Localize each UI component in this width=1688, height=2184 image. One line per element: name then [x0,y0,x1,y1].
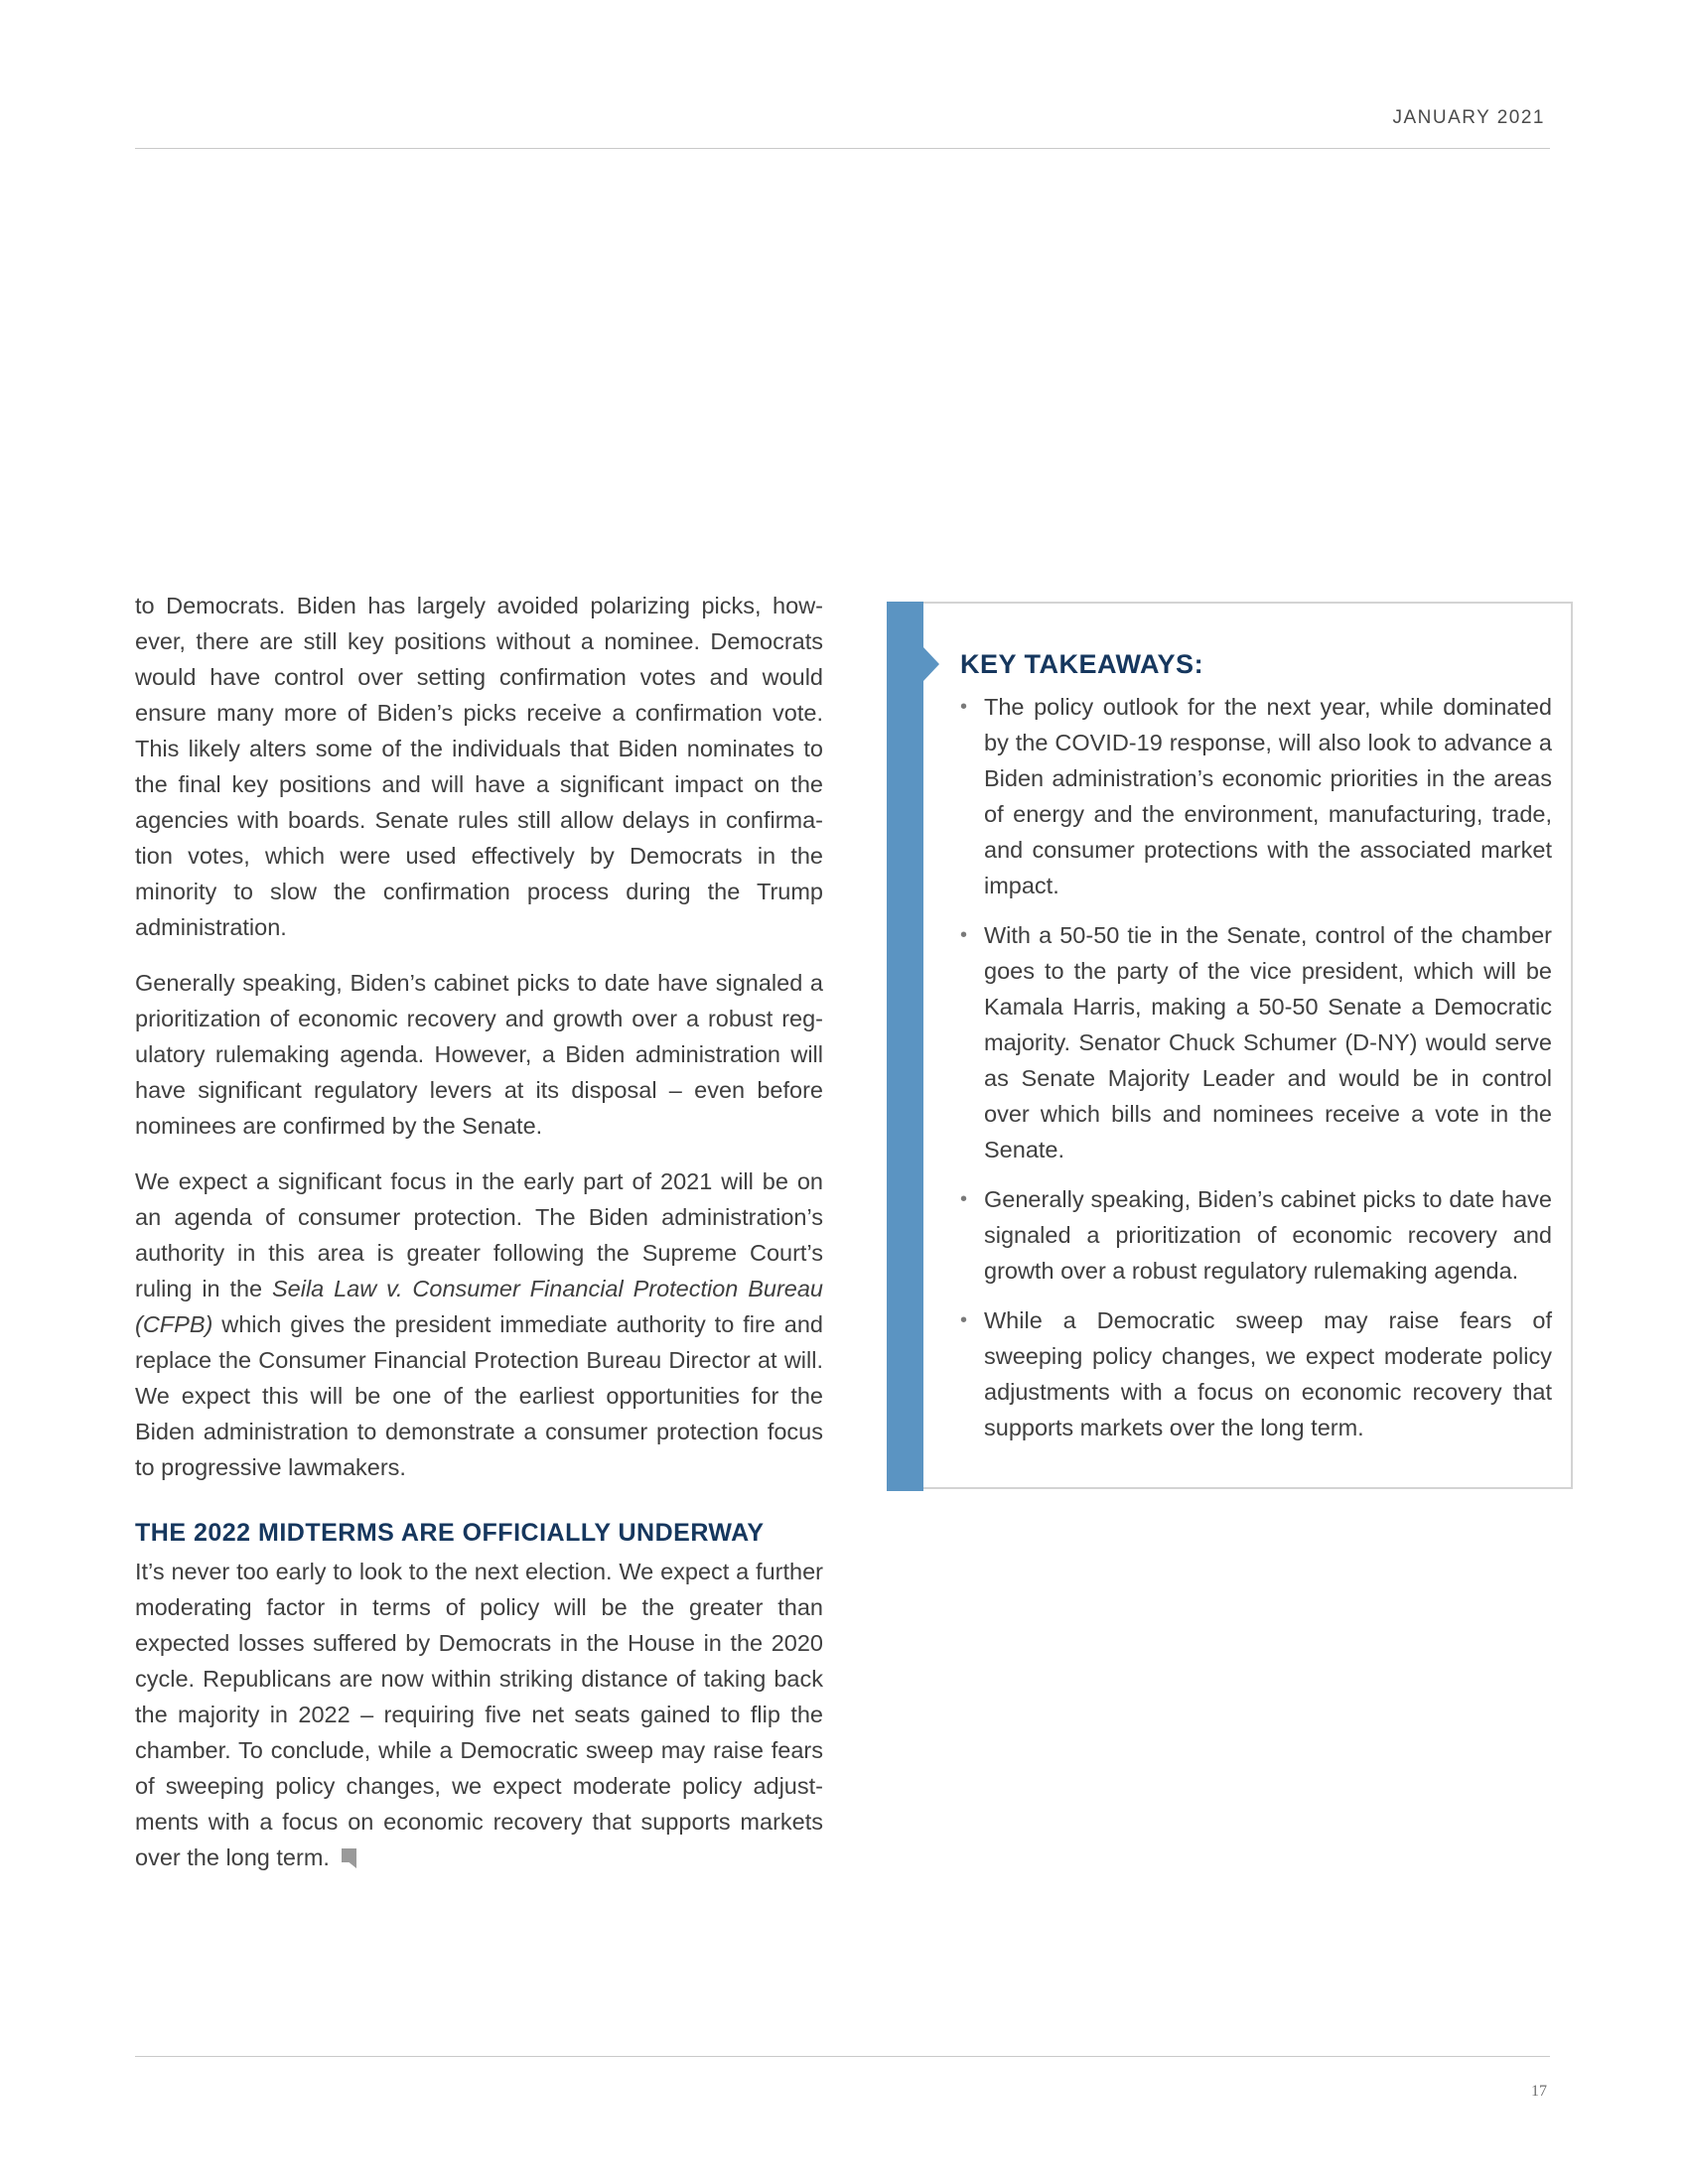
list-item [960,689,1552,903]
list-item-text: With a 50-50 tie in the Senate, control of the chamber goes to the party of the vice president, which will be Kamala Harris, making a 50-50 Senate a Democratic majority. Senator Chuck Schumer (D-NY) would serve as Senate Majority Leader and would be in control over which bills and nominees receive a vote in the Senate. [984,922,1552,1162]
consumer-text-before: We expect a significant focus in the early part of 2021 will be on an agenda of consumer protection. The Biden administration’s authority in this area is greater following the Supreme Court’s ruling in the [135,1168,823,1301]
key-takeaways-title: KEY TAKEAWAYS: [960,649,1204,679]
list-item [960,1181,1552,1289]
paragraph-cabinet-picks: Generally speaking, Biden’s cabinet picks to date have signaled a prioritization of economic recovery and growth over a robust regulatory rulemaking agenda. However, a Biden administration will have significant regulatory levers at its disposal – even before nominees are confirmed by the Senate. [135,970,823,1139]
end-of-article-icon [342,1843,356,1862]
list-item-text: The policy outlook for the next year, while dominated by the COVID-19 response, will also look to advance a Biden administration’s economic priorities in the areas of energy and the environment, manufacturing, trade, and consumer protections with the associated market impact. [984,694,1552,898]
header-divider [135,148,1550,149]
key-takeaways-box [887,602,1573,1489]
midterms-text: It’s never too early to look to the next election. We expect a further moderating factor in terms of policy will be the greater than expected losses suffered by Democrats in the House in the 2020 cycle. Republicans are now within striking distance of taking back the majority in 2022 – requiring five net seats gained to flip the chamber. To conclude, while a Democratic sweep may raise fears of sweeping policy changes, we expect moderate policy adjustments with a focus on economic recovery that supports markets over the long term. [135,1559,823,1870]
list-item-text: Generally speaking, Biden’s cabinet picks to date have signaled a prioritization of economic recovery and growth over a robust regulatory rulemaking agenda. [984,1186,1552,1284]
footer-divider [135,2056,1550,2057]
list-item-text: While a Democratic sweep may raise fears of sweeping policy changes, we expect moderate policy adjustments with a focus on economic recovery that supports markets over the long term. [984,1307,1552,1440]
paragraph-confirmation: to Democrats. Biden has largely avoided polarizing picks, however, there are still key positions without a nominee. Democrats would have control over setting confirmation votes and would ensure many more of Biden’s picks receive a confirmation vote. This likely alters some of the individuals that Biden nominates to the final key positions and will have a significant impact on the agencies with boards. Senate rules still allow delays in confirmation votes, which were used effectively by Democrats in the minority to slow the confirmation process during the Trump administration. [135,593,823,940]
list-item [960,917,1552,1167]
paragraph-consumer-protection [135,1163,823,1485]
consumer-text-after: which gives the president immediate authority to fire and replace the Consumer Financial Protection Bureau Director at will. We expect this will be one of the earliest opportunities for the Biden administration to demonstrate a consumer protection focus to progressive lawmakers. [135,1311,823,1480]
list-item [960,1302,1552,1445]
page-number: 17 [1531,2083,1547,2100]
key-takeaways-list [960,689,1552,1459]
case-name: Seila Law v. Consumer Financial Protection Bureau (CFPB) [135,1276,823,1337]
bullet-icon: • [960,696,968,718]
accent-arrow-icon [923,647,939,681]
bullet-icon: • [960,1309,968,1331]
accent-bar [887,602,923,1491]
header-date: JANUARY 2021 [1392,107,1545,128]
paragraph-midterms [135,1554,823,1875]
bullet-icon: • [960,1188,968,1210]
midterms-heading: THE 2022 MIDTERMS ARE OFFICIALLY UNDERWAY [135,1519,765,1547]
bullet-icon: • [960,924,968,946]
main-column [135,588,823,1895]
